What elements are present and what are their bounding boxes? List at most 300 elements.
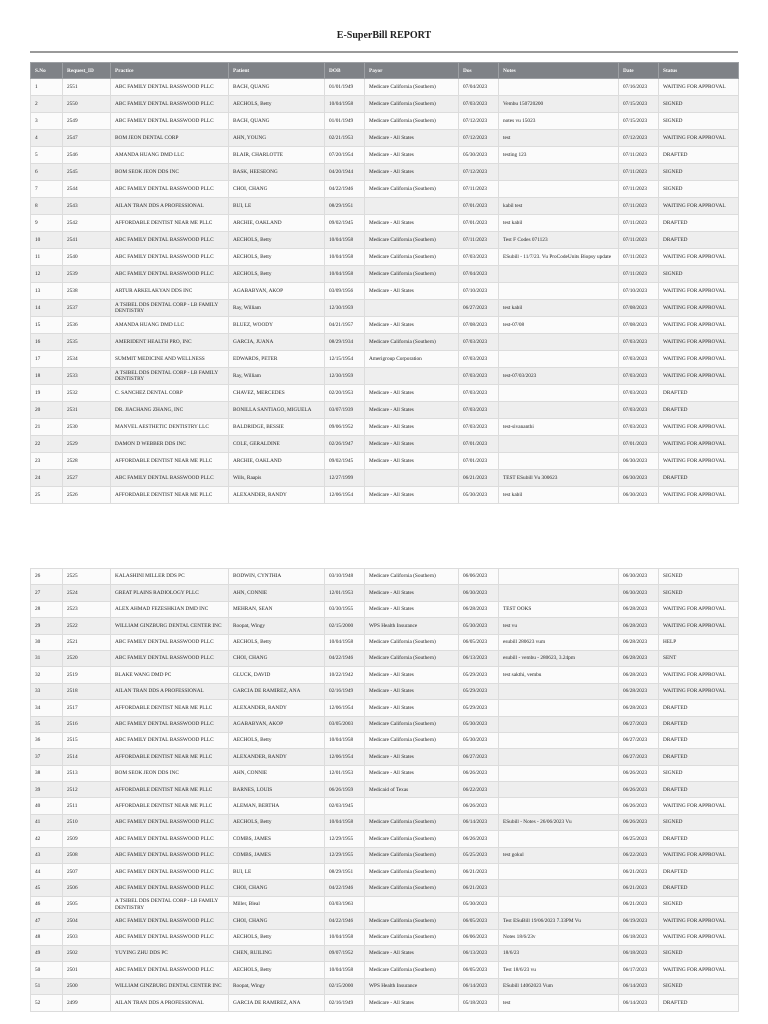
dob-cell: 10/04/1958 (325, 266, 365, 283)
request-id-cell: 2539 (63, 266, 111, 283)
patient-cell: BONILLA SANTIAGO, MIGUELA (229, 402, 325, 419)
patient-cell: BLAIR, CHARLOTTE (229, 147, 325, 164)
dob-cell: 10/22/1942 (325, 667, 365, 683)
dob-cell: 12/15/1954 (325, 351, 365, 368)
sno-cell: 26 (31, 569, 63, 585)
table-row (31, 749, 739, 765)
dos-cell: 06/14/2023 (459, 978, 499, 994)
practice-cell: AFFORDABLE DENTIST NEAR ME PLLC (111, 487, 229, 504)
dob-cell: 01/01/1949 (325, 79, 365, 96)
table-row (31, 96, 739, 113)
practice-cell: DR. JIACHANG ZHANG, INC (111, 402, 229, 419)
date-cell: 06/30/2023 (619, 585, 659, 601)
dos-cell: 06/26/2023 (459, 831, 499, 847)
patient-cell: AECHOLS, Betty (229, 929, 325, 945)
superbill-table-page-2 (30, 568, 739, 1012)
payor-cell (365, 368, 459, 385)
dob-cell: 02/16/1949 (325, 995, 365, 1011)
practice-cell: ABC FAMILY DENTAL BASSWOOD PLLC (111, 831, 229, 847)
dos-cell: 07/03/2023 (459, 351, 499, 368)
table-row (31, 962, 739, 978)
status-cell: DRAFTED (659, 700, 739, 716)
date-cell: 07/10/2023 (619, 283, 659, 300)
status-cell: SIGNED (659, 181, 739, 198)
practice-cell: ABC FAMILY DENTAL BASSWOOD PLLC (111, 880, 229, 896)
payor-cell: Medicare California (Southern) (365, 113, 459, 130)
dob-cell: 02/26/1947 (325, 436, 365, 453)
status-cell: DRAFTED (659, 215, 739, 232)
dos-cell: 05/30/2023 (459, 147, 499, 164)
table-header-row (31, 63, 739, 79)
payor-cell: Medicare California (Southern) (365, 634, 459, 650)
date-cell: 07/11/2023 (619, 249, 659, 266)
practice-cell: C. SANCHEZ DENTAL CORP (111, 385, 229, 402)
payor-cell: Medicare - All States (365, 683, 459, 699)
practice-cell: KALASHINI MILLER DDS PC (111, 569, 229, 585)
status-cell: WAITING FOR APPROVAL (659, 601, 739, 617)
table-row (31, 716, 739, 732)
patient-cell: COMBS, JAMES (229, 847, 325, 863)
dos-cell: 07/01/2023 (459, 453, 499, 470)
dob-cell: 04/22/1946 (325, 913, 365, 929)
sno-cell: 48 (31, 929, 63, 945)
request-id-cell: 2532 (63, 385, 111, 402)
practice-cell: AFFORDABLE DENTIST NEAR ME PLLC (111, 749, 229, 765)
notes-cell: test kabil (499, 300, 619, 317)
date-cell: 06/30/2023 (619, 569, 659, 585)
notes-cell: ESubill 14062023 Vum (499, 978, 619, 994)
sno-cell: 31 (31, 650, 63, 666)
notes-cell: 18/6/23 (499, 945, 619, 961)
payor-cell (365, 198, 459, 215)
patient-cell: AECHOLS, Betty (229, 634, 325, 650)
date-cell: 07/08/2023 (619, 317, 659, 334)
table-row (31, 847, 739, 863)
sno-cell: 12 (31, 266, 63, 283)
practice-cell: ABC FAMILY DENTAL BASSWOOD PLLC (111, 249, 229, 266)
request-id-cell: 2546 (63, 147, 111, 164)
dos-cell: 05/30/2023 (459, 487, 499, 504)
date-cell: 07/03/2023 (619, 402, 659, 419)
date-cell: 07/15/2023 (619, 96, 659, 113)
practice-cell: ABC FAMILY DENTAL BASSWOOD PLLC (111, 814, 229, 830)
practice-cell: ABC FAMILY DENTAL BASSWOOD PLLC (111, 650, 229, 666)
table-row (31, 569, 739, 585)
request-id-cell: 2545 (63, 164, 111, 181)
notes-cell: ESubill - 11/7/23. Vu ProCodeUnits Biopsy update (499, 249, 619, 266)
notes-cell (499, 831, 619, 847)
status-cell: WAITING FOR APPROVAL (659, 487, 739, 504)
request-id-cell: 2508 (63, 847, 111, 863)
patient-cell: CHOI, CHANG (229, 650, 325, 666)
notes-cell: test-07/03/2023 (499, 368, 619, 385)
dos-cell: 06/05/2023 (459, 962, 499, 978)
status-cell: WAITING FOR APPROVAL (659, 283, 739, 300)
request-id-cell: 2522 (63, 618, 111, 634)
sno-cell: 51 (31, 978, 63, 994)
request-id-cell: 2516 (63, 716, 111, 732)
table-row (31, 667, 739, 683)
payor-cell (365, 470, 459, 487)
request-id-cell: 2525 (63, 569, 111, 585)
dob-cell: 04/22/1946 (325, 880, 365, 896)
column-header-dos: Dos (459, 63, 499, 79)
sno-cell: 17 (31, 351, 63, 368)
dob-cell: 12/06/1954 (325, 487, 365, 504)
table-row (31, 300, 739, 317)
notes-cell (499, 765, 619, 781)
dob-cell: 02/03/1945 (325, 798, 365, 814)
patient-cell: BARNES, LOUIS (229, 782, 325, 798)
table-row (31, 249, 739, 266)
sno-cell: 28 (31, 601, 63, 617)
date-cell: 07/08/2023 (619, 300, 659, 317)
patient-cell: AECHOLS, Betty (229, 249, 325, 266)
table-row (31, 913, 739, 929)
dob-cell: 02/15/2000 (325, 618, 365, 634)
dos-cell: 07/01/2023 (459, 215, 499, 232)
notes-cell (499, 782, 619, 798)
request-id-cell: 2505 (63, 896, 111, 912)
request-id-cell: 2541 (63, 232, 111, 249)
request-id-cell: 2506 (63, 880, 111, 896)
practice-cell: BLAKE WANG DMD PC (111, 667, 229, 683)
status-cell: WAITING FOR APPROVAL (659, 667, 739, 683)
dob-cell: 12/29/1955 (325, 831, 365, 847)
status-cell: SIGNED (659, 814, 739, 830)
patient-cell: EDWARDS, PETER (229, 351, 325, 368)
payor-cell: Medicare - All States (365, 215, 459, 232)
notes-cell: test vu (499, 618, 619, 634)
sno-cell: 50 (31, 962, 63, 978)
dob-cell: 06/26/1959 (325, 782, 365, 798)
status-cell: DRAFTED (659, 147, 739, 164)
dos-cell: 07/03/2023 (459, 334, 499, 351)
payor-cell: Medicare California (Southern) (365, 181, 459, 198)
practice-cell: A TSIBEL DDS DENTAL CORP - LB FAMILY DENTISTRY (111, 896, 229, 912)
dos-cell: 07/03/2023 (459, 249, 499, 266)
practice-cell: ABC FAMILY DENTAL BASSWOOD PLLC (111, 232, 229, 249)
dob-cell: 02/16/1949 (325, 683, 365, 699)
table-row (31, 215, 739, 232)
dob-cell: 12/06/1954 (325, 700, 365, 716)
payor-cell: Medicare California (Southern) (365, 880, 459, 896)
sno-cell: 52 (31, 995, 63, 1011)
status-cell: DRAFTED (659, 995, 739, 1011)
table-row (31, 782, 739, 798)
practice-cell: A TSIBEL DDS DENTAL CORP - LB FAMILY DENTISTRY (111, 300, 229, 317)
request-id-cell: 2519 (63, 667, 111, 683)
status-cell: DRAFTED (659, 831, 739, 847)
date-cell: 07/11/2023 (619, 198, 659, 215)
sno-cell: 5 (31, 147, 63, 164)
request-id-cell: 2511 (63, 798, 111, 814)
patient-cell: CHAVEZ, MERCEDES (229, 385, 325, 402)
status-cell: WAITING FOR APPROVAL (659, 419, 739, 436)
patient-cell: ARCHIE, OAKLAND (229, 215, 325, 232)
patient-cell: AECHOLS, Betty (229, 232, 325, 249)
dob-cell: 08/29/1934 (325, 334, 365, 351)
status-cell: DRAFTED (659, 716, 739, 732)
patient-cell: BASK, HEESEONG (229, 164, 325, 181)
practice-cell: AFFORDABLE DENTIST NEAR ME PLLC (111, 782, 229, 798)
dob-cell: 12/01/1953 (325, 585, 365, 601)
request-id-cell: 2528 (63, 453, 111, 470)
payor-cell: Medicare California (Southern) (365, 79, 459, 96)
date-cell: 06/22/2023 (619, 847, 659, 863)
notes-cell (499, 569, 619, 585)
dos-cell: 05/30/2023 (459, 618, 499, 634)
practice-cell: AMERIDENT HEALTH PRO, INC (111, 334, 229, 351)
table-row (31, 601, 739, 617)
dob-cell: 10/04/1958 (325, 732, 365, 748)
table-row (31, 650, 739, 666)
dos-cell: 06/21/2023 (459, 864, 499, 880)
status-cell: SIGNED (659, 978, 739, 994)
notes-cell (499, 181, 619, 198)
status-cell: WAITING FOR APPROVAL (659, 317, 739, 334)
dos-cell: 07/03/2023 (459, 368, 499, 385)
status-cell: DRAFTED (659, 880, 739, 896)
status-cell: WAITING FOR APPROVAL (659, 683, 739, 699)
dos-cell: 07/12/2023 (459, 164, 499, 181)
payor-cell (365, 896, 459, 912)
date-cell: 06/26/2023 (619, 782, 659, 798)
payor-cell: Medicare California (Southern) (365, 864, 459, 880)
sno-cell: 25 (31, 487, 63, 504)
request-id-cell: 2544 (63, 181, 111, 198)
notes-cell: notes vu 15023 (499, 113, 619, 130)
patient-cell: Ray, William (229, 300, 325, 317)
request-id-cell: 2500 (63, 978, 111, 994)
patient-cell: AGABABYAN, AKOP (229, 716, 325, 732)
request-id-cell: 2514 (63, 749, 111, 765)
practice-cell: AFFORDABLE DENTIST NEAR ME PLLC (111, 453, 229, 470)
payor-cell: Medicare California (Southern) (365, 962, 459, 978)
practice-cell: BOM JEON DENTAL CORP (111, 130, 229, 147)
sno-cell: 41 (31, 814, 63, 830)
request-id-cell: 2534 (63, 351, 111, 368)
payor-cell: Medicare California (Southern) (365, 650, 459, 666)
payor-cell: Medicare California (Southern) (365, 569, 459, 585)
patient-cell: AGABABYAN, AKOP (229, 283, 325, 300)
date-cell: 07/01/2023 (619, 436, 659, 453)
sno-cell: 6 (31, 164, 63, 181)
notes-cell (499, 585, 619, 601)
sno-cell: 9 (31, 215, 63, 232)
column-header-notes: Notes (499, 63, 619, 79)
sno-cell: 16 (31, 334, 63, 351)
patient-cell: COLE, GERALDINE (229, 436, 325, 453)
status-cell: WAITING FOR APPROVAL (659, 300, 739, 317)
date-cell: 06/27/2023 (619, 732, 659, 748)
patient-cell: GARCIA, JUANA (229, 334, 325, 351)
request-id-cell: 2499 (63, 995, 111, 1011)
practice-cell: AFFORDABLE DENTIST NEAR ME PLLC (111, 798, 229, 814)
payor-cell: Medicare California (Southern) (365, 732, 459, 748)
patient-cell: AHN, YOUNG (229, 130, 325, 147)
date-cell: 07/11/2023 (619, 266, 659, 283)
dos-cell: 07/04/2023 (459, 79, 499, 96)
status-cell: WAITING FOR APPROVAL (659, 249, 739, 266)
table-row (31, 317, 739, 334)
dos-cell: 07/04/2023 (459, 266, 499, 283)
patient-cell: BUI, LE (229, 864, 325, 880)
dob-cell: 02/21/1953 (325, 130, 365, 147)
dos-cell: 05/29/2023 (459, 700, 499, 716)
payor-cell: Medicare - All States (365, 147, 459, 164)
table-row (31, 79, 739, 96)
sno-cell: 37 (31, 749, 63, 765)
status-cell: SENT (659, 650, 739, 666)
practice-cell: AILAN TRAN DDS A PROFESSIONAL (111, 995, 229, 1011)
payor-cell: Medicare California (Southern) (365, 814, 459, 830)
request-id-cell: 2520 (63, 650, 111, 666)
date-cell: 06/18/2023 (619, 945, 659, 961)
date-cell: 06/26/2023 (619, 798, 659, 814)
notes-cell (499, 385, 619, 402)
dos-cell: 06/30/2023 (459, 585, 499, 601)
patient-cell: CHOI, CHANG (229, 181, 325, 198)
practice-cell: ABC FAMILY DENTAL BASSWOOD PLLC (111, 864, 229, 880)
practice-cell: AILAN TRAN DDS A PROFESSIONAL (111, 683, 229, 699)
sno-cell: 34 (31, 700, 63, 716)
status-cell: DRAFTED (659, 864, 739, 880)
request-id-cell: 2518 (63, 683, 111, 699)
notes-cell (499, 896, 619, 912)
request-id-cell: 2540 (63, 249, 111, 266)
request-id-cell: 2510 (63, 814, 111, 830)
dos-cell: 07/01/2023 (459, 198, 499, 215)
dob-cell: 03/10/1948 (325, 569, 365, 585)
request-id-cell: 2550 (63, 96, 111, 113)
notes-cell (499, 402, 619, 419)
practice-cell: ABC FAMILY DENTAL BASSWOOD PLLC (111, 79, 229, 96)
patient-cell: AECHOLS, Betty (229, 732, 325, 748)
notes-cell: testing 123 (499, 147, 619, 164)
date-cell: 06/21/2023 (619, 896, 659, 912)
table-row (31, 732, 739, 748)
table-row (31, 113, 739, 130)
sno-cell: 43 (31, 847, 63, 863)
practice-cell: WILLIAM GINZBURG DENTAL CENTER INC (111, 618, 229, 634)
column-header-sno: S.No (31, 63, 63, 79)
practice-cell: ABC FAMILY DENTAL BASSWOOD PLLC (111, 266, 229, 283)
practice-cell: ABC FAMILY DENTAL BASSWOOD PLLC (111, 470, 229, 487)
dob-cell: 08/29/1951 (325, 198, 365, 215)
request-id-cell: 2504 (63, 913, 111, 929)
dos-cell: 06/05/2023 (459, 913, 499, 929)
sno-cell: 32 (31, 667, 63, 683)
table-row (31, 470, 739, 487)
practice-cell: AMANDA HUANG DMD LLC (111, 317, 229, 334)
table-row (31, 487, 739, 504)
notes-cell (499, 880, 619, 896)
request-id-cell: 2531 (63, 402, 111, 419)
table-row (31, 402, 739, 419)
dos-cell: 06/22/2023 (459, 782, 499, 798)
payor-cell: Medicare - All States (365, 700, 459, 716)
patient-cell: BODWIN, CYNTHIA (229, 569, 325, 585)
notes-cell (499, 749, 619, 765)
sno-cell: 3 (31, 113, 63, 130)
sno-cell: 42 (31, 831, 63, 847)
patient-cell: ARCHIE, OAKLAND (229, 453, 325, 470)
dos-cell: 07/08/2023 (459, 317, 499, 334)
patient-cell: Roopat, Wingy (229, 978, 325, 994)
payor-cell: Medicare California (Southern) (365, 96, 459, 113)
payor-cell: Medicare - All States (365, 601, 459, 617)
notes-cell (499, 334, 619, 351)
payor-cell (365, 300, 459, 317)
request-id-cell: 2526 (63, 487, 111, 504)
patient-cell: ALEXANDER, RANDY (229, 487, 325, 504)
payor-cell: Medicare - All States (365, 130, 459, 147)
column-header-patient: Patient (229, 63, 325, 79)
payor-cell: Medicare California (Southern) (365, 847, 459, 863)
payor-cell (365, 798, 459, 814)
dos-cell: 06/06/2023 (459, 929, 499, 945)
payor-cell: Medicare California (Southern) (365, 232, 459, 249)
date-cell: 06/28/2023 (619, 700, 659, 716)
notes-cell: test gokul (499, 847, 619, 863)
date-cell: 07/11/2023 (619, 147, 659, 164)
sno-cell: 49 (31, 945, 63, 961)
dos-cell: 06/27/2023 (459, 300, 499, 317)
date-cell: 06/18/2023 (619, 929, 659, 945)
patient-cell: MEHRAN, SEAN (229, 601, 325, 617)
notes-cell: Vembu 150720200 (499, 96, 619, 113)
dos-cell: 06/21/2023 (459, 470, 499, 487)
patient-cell: ALEMAN, BERTHA (229, 798, 325, 814)
patient-cell: BACH, QUANG (229, 113, 325, 130)
status-cell: WAITING FOR APPROVAL (659, 847, 739, 863)
practice-cell: ABC FAMILY DENTAL BASSWOOD PLLC (111, 716, 229, 732)
dob-cell: 02/20/1953 (325, 385, 365, 402)
dos-cell: 05/18/2023 (459, 995, 499, 1011)
practice-cell: AFFORDABLE DENTIST NEAR ME PLLC (111, 215, 229, 232)
dos-cell: 07/11/2023 (459, 181, 499, 198)
patient-cell: CHEN, RUILING (229, 945, 325, 961)
dob-cell: 09/06/1952 (325, 419, 365, 436)
dos-cell: 07/03/2023 (459, 419, 499, 436)
dos-cell: 06/26/2023 (459, 765, 499, 781)
dob-cell: 12/29/1955 (325, 847, 365, 863)
table-row (31, 198, 739, 215)
payor-cell: Medicare - All States (365, 419, 459, 436)
notes-cell (499, 864, 619, 880)
date-cell: 06/21/2023 (619, 864, 659, 880)
patient-cell: GARCIA DE RAMIREZ, ANA (229, 995, 325, 1011)
notes-cell (499, 266, 619, 283)
column-header-status: Status (659, 63, 739, 79)
notes-cell (499, 700, 619, 716)
practice-cell: ABC FAMILY DENTAL BASSWOOD PLLC (111, 962, 229, 978)
table-body (31, 569, 739, 1012)
request-id-cell: 2509 (63, 831, 111, 847)
table-row (31, 368, 739, 385)
dob-cell: 04/20/1944 (325, 164, 365, 181)
dos-cell: 07/03/2023 (459, 96, 499, 113)
sno-cell: 18 (31, 368, 63, 385)
sno-cell: 36 (31, 732, 63, 748)
patient-cell: BALDRIDGE, BESSIE (229, 419, 325, 436)
status-cell: DRAFTED (659, 782, 739, 798)
practice-cell: ABC FAMILY DENTAL BASSWOOD PLLC (111, 96, 229, 113)
table-row (31, 683, 739, 699)
status-cell: SIGNED (659, 765, 739, 781)
date-cell: 07/16/2023 (619, 79, 659, 96)
